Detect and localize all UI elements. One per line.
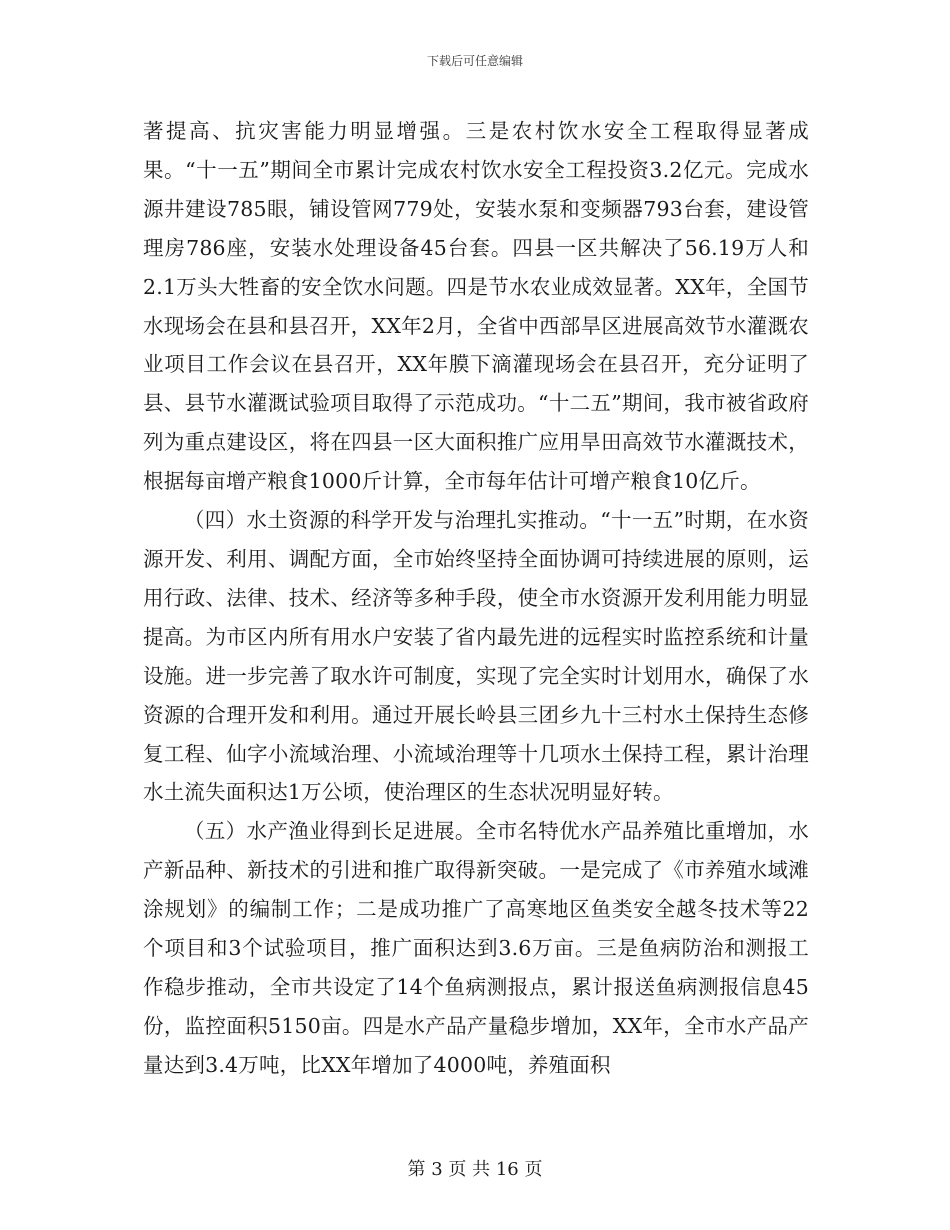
paragraph-section-5: （五）水产渔业得到长足进展。全市名特优水产品养殖比重增加，水产新品种、新技术的引进和推广取得新突破。一是完成了《市养殖水域滩涂规划》的编制工作；二是成功推广了高寒地区鱼类安全越冬技术等22个项目和3个试验项目，推广面积达到3.6万亩。三是鱼病防治和测报工作稳步推动，全市共设定了14个鱼病测报点，累计报送鱼病测报信息45份，监控面积5150亩。四是水产品产量稳步增加，XX年，全市水产品产量达到3.4万吨，比XX年增加了4000吨，养殖面积 bbox=[143, 819, 809, 1077]
paragraph-continued: 著提高、抗灾害能力明显增强。三是农村饮水安全工程取得显著成果。“十一五”期间全市累计完成农村饮水安全工程投资3.2亿元。完成水源井建设785眼，铺设管网779处，安装水泵和变频器793台套，建设管理房786座，安装水处理设备45台套。四县一区共解决了56.19万人和2.1万头大牲畜的安全饮水问题。四是节水农业成效显著。XX年，全国节水现场会在县和县召开，XX年2月，全省中西部旱区进展高效节水灌溉农业项目工作会议在县召开，XX年膜下滴灌现场会在县召开，充分证明了县、县节水灌溉试验项目取得了示范成功。“十二五”期间，我市被省政府列为重点建设区，将在四县一区大面积推广应用旱田高效节水灌溉技术，根据每亩增产粮食1000斤计算，全市每年估计可增产粮食10亿斤。 bbox=[143, 119, 809, 494]
document-body bbox=[143, 112, 809, 1085]
page-number-footer: 第 3 页 共 16 页 bbox=[407, 1159, 543, 1180]
page-header-note: 下载后可任意编辑 bbox=[426, 54, 523, 68]
paragraph-section-4: （四）水土资源的科学开发与治理扎实推动。“十一五”时期，在水资源开发、利用、调配方面，全市始终坚持全面协调可持续进展的原则，运用行政、法律、技术、经济等多种手段，使全市水资源开发利用能力明显提高。为市区内所有用水户安装了省内最先进的远程实时监控系统和计量设施。进一步完善了取水许可制度，实现了完全实时计划用水，确保了水资源的合理开发和利用。通过开展长岭县三团乡九十三村水土保持生态修复工程、仙字小流域治理、小流域治理等十几项水土保持工程，累计治理水土流失面积达1万公顷，使治理区的生态状况明显好转。 bbox=[143, 508, 809, 805]
